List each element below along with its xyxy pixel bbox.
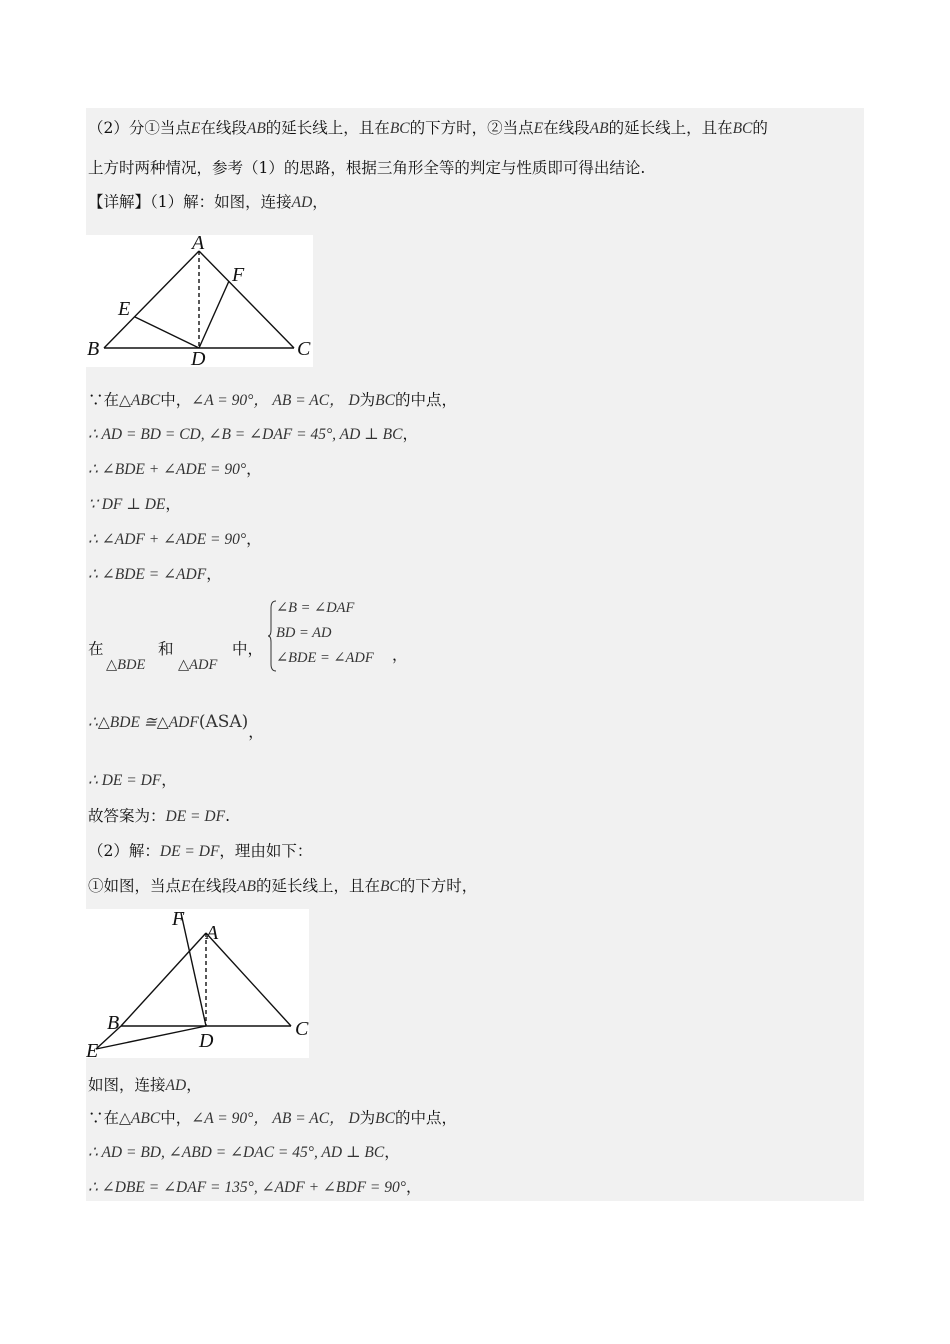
triangle-BDE-label: △BDE bbox=[106, 657, 146, 673]
label-C: C bbox=[297, 338, 311, 360]
case-1-heading: ①如图，当点E在线段AB的延长线上，且在BC的下方时， bbox=[88, 877, 478, 895]
label-D: D bbox=[199, 1030, 214, 1052]
proof-line-3: ∴ ∠BDE + ∠ADE = 90°， bbox=[88, 460, 262, 478]
side-AC bbox=[199, 251, 294, 348]
segment-DF bbox=[199, 281, 229, 348]
proof-line-4: ∵ DF ⊥ DE， bbox=[88, 495, 181, 513]
label-A: A bbox=[192, 235, 205, 254]
label-F: F bbox=[172, 909, 185, 930]
proof-line-6: ∴ ∠BDE = ∠ADF， bbox=[88, 565, 222, 583]
proof-line-conclusion: ∴ DE = DF， bbox=[88, 771, 177, 789]
system-row-3: ∠BDE = ∠ADF bbox=[276, 650, 374, 666]
system-row-1: ∠B = ∠DAF bbox=[276, 600, 355, 616]
detail-heading: 【详解】（1）解：如图，连接AD， bbox=[88, 193, 328, 211]
label-D: D bbox=[191, 348, 206, 367]
label-C: C bbox=[295, 1018, 309, 1040]
segment-DE bbox=[135, 317, 199, 348]
proof-line-2: ∴ AD = BD = CD, ∠B = ∠DAF = 45°, AD ⊥ BC， bbox=[88, 425, 418, 443]
figure-2-triangle bbox=[86, 909, 309, 1058]
triangle-ADF-label: △ADF bbox=[178, 657, 218, 673]
side-AB bbox=[121, 933, 206, 1026]
proof-line-among: 中， bbox=[232, 640, 264, 658]
case-1-connect: 如图，连接AD， bbox=[88, 1076, 202, 1094]
label-E: E bbox=[86, 1040, 99, 1058]
proof-line-given: ∵在△ABC中，∠A = 90°， AB = AC， D为BC的中点， bbox=[88, 391, 457, 409]
answer-line: 故答案为：DE = DF. bbox=[88, 807, 230, 825]
label-E: E bbox=[118, 298, 131, 320]
case-1-given: ∵在△ABC中，∠A = 90°， AB = AC， D为BC的中点， bbox=[88, 1109, 457, 1127]
problem-hint-line-1: （2）分①当点E在线段AB的延长线上，且在BC的下方时，②当点E在线段AB的延长线上，且在BC的 bbox=[88, 119, 768, 137]
proof-line-congruent: ∴△BDE ≅△ADF(ASA)， bbox=[88, 712, 264, 741]
system-row-2: BD = AD bbox=[276, 625, 332, 641]
figure-1-triangle bbox=[86, 235, 313, 367]
proof-line-in: 在 bbox=[88, 640, 104, 658]
label-B: B bbox=[107, 1012, 120, 1034]
label-B: B bbox=[87, 338, 100, 360]
system-comma: ， bbox=[392, 646, 408, 664]
segment-DF bbox=[181, 913, 206, 1026]
proof-line-and: 和 bbox=[158, 640, 174, 658]
problem-hint-line-2: 上方时两种情况，参考（1）的思路，根据三角形全等的判定与性质即可得出结论. bbox=[88, 159, 646, 177]
case-1-line-3: ∴ AD = BD, ∠ABD = ∠DAC = 45°, AD ⊥ BC， bbox=[88, 1143, 400, 1161]
label-A: A bbox=[206, 922, 219, 944]
label-F: F bbox=[232, 264, 245, 286]
proof-line-5: ∴ ∠ADF + ∠ADE = 90°， bbox=[88, 530, 262, 548]
case-1-line-4: ∴ ∠DBE = ∠DAF = 135°, ∠ADF + ∠BDF = 90°， bbox=[88, 1178, 422, 1196]
congruence-system bbox=[268, 600, 398, 672]
side-AC bbox=[206, 933, 291, 1026]
part-2-heading: （2）解：DE = DF，理由如下： bbox=[88, 842, 313, 860]
figure-2-svg bbox=[86, 909, 309, 1058]
figure-1-svg bbox=[86, 235, 313, 367]
